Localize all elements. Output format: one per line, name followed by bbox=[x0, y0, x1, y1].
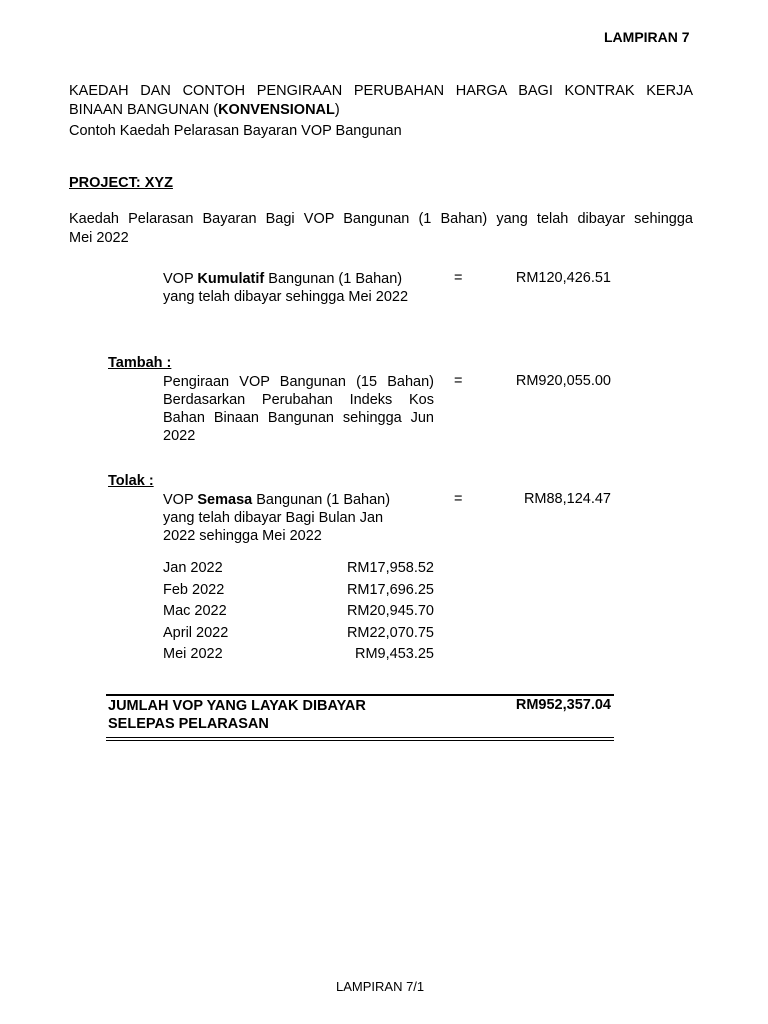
project-label: PROJECT: XYZ bbox=[69, 175, 173, 191]
month-amount: RM17,958.52 bbox=[346, 560, 434, 576]
month-row bbox=[163, 646, 434, 668]
deduct-keyword: Semasa bbox=[197, 492, 253, 508]
deduct-amount: RM88,124.47 bbox=[523, 491, 611, 507]
month-amount: RM9,453.25 bbox=[355, 646, 434, 662]
month-name: Mei 2022 bbox=[163, 646, 223, 662]
deduct-description: VOP Semasa Bangunan (1 Bahan) yang telah dibayar Bagi Bulan Jan 2022 sehingga Mei 2022 bbox=[163, 492, 391, 544]
month-amount: RM17,696.25 bbox=[346, 581, 434, 598]
page-footer: LAMPIRAN 7/1 bbox=[336, 979, 425, 994]
monthly-breakdown bbox=[163, 560, 434, 668]
month-row bbox=[163, 560, 434, 582]
add-heading: Tambah : bbox=[108, 355, 172, 371]
month-name: Mac 2022 bbox=[163, 603, 227, 619]
month-name: Jan 2022 bbox=[163, 560, 223, 576]
cumulative-equals: = bbox=[454, 270, 463, 286]
total-amount: RM952,357.04 bbox=[515, 697, 611, 713]
month-name: Feb 2022 bbox=[163, 581, 225, 598]
total-label: JUMLAH VOP YANG LAYAK DIBAYAR SELEPAS PELARASAN bbox=[108, 698, 366, 732]
month-row bbox=[163, 625, 434, 647]
add-amount: RM920,055.00 bbox=[515, 373, 611, 389]
document-title-line1: KAEDAH DAN CONTOH PENGIRAAN PERUBAHAN HARGA BAGI KONTRAK KERJA bbox=[69, 83, 693, 99]
cumulative-description: VOP Kumulatif Bangunan (1 Bahan) yang telah dibayar sehingga Mei 2022 bbox=[163, 271, 409, 305]
appendix-label: LAMPIRAN 7 bbox=[604, 29, 690, 45]
deduct-equals: = bbox=[454, 491, 463, 507]
contract-type: KONVENSIONAL bbox=[218, 102, 335, 118]
month-name: April 2022 bbox=[163, 624, 229, 641]
month-row bbox=[163, 603, 434, 625]
document-subtitle: Contoh Kaedah Pelarasan Bayaran VOP Bangunan bbox=[69, 123, 402, 139]
add-equals: = bbox=[454, 373, 463, 389]
month-amount: RM20,945.70 bbox=[346, 603, 434, 619]
cumulative-amount: RM120,426.51 bbox=[515, 270, 611, 286]
add-description: Pengiraan VOP Bangunan (15 Bahan) Berdasarkan Perubahan Indeks Kos Bahan Binaan Bangunan sehingga Jun 2022 bbox=[163, 374, 434, 444]
cumulative-keyword: Kumulatif bbox=[197, 271, 265, 287]
total-double-rule bbox=[106, 737, 614, 741]
intro-line2: Mei 2022 bbox=[69, 230, 129, 246]
month-row bbox=[163, 582, 434, 604]
intro-line1: Kaedah Pelarasan Bayaran Bagi VOP Bangunan (1 Bahan) yang telah dibayar sehingga bbox=[69, 211, 693, 227]
deduct-heading: Tolak : bbox=[108, 473, 154, 489]
month-amount: RM22,070.75 bbox=[346, 624, 434, 641]
total-top-rule bbox=[106, 694, 614, 696]
document-title-line2: BINAAN BANGUNAN (KONVENSIONAL) bbox=[69, 102, 340, 118]
